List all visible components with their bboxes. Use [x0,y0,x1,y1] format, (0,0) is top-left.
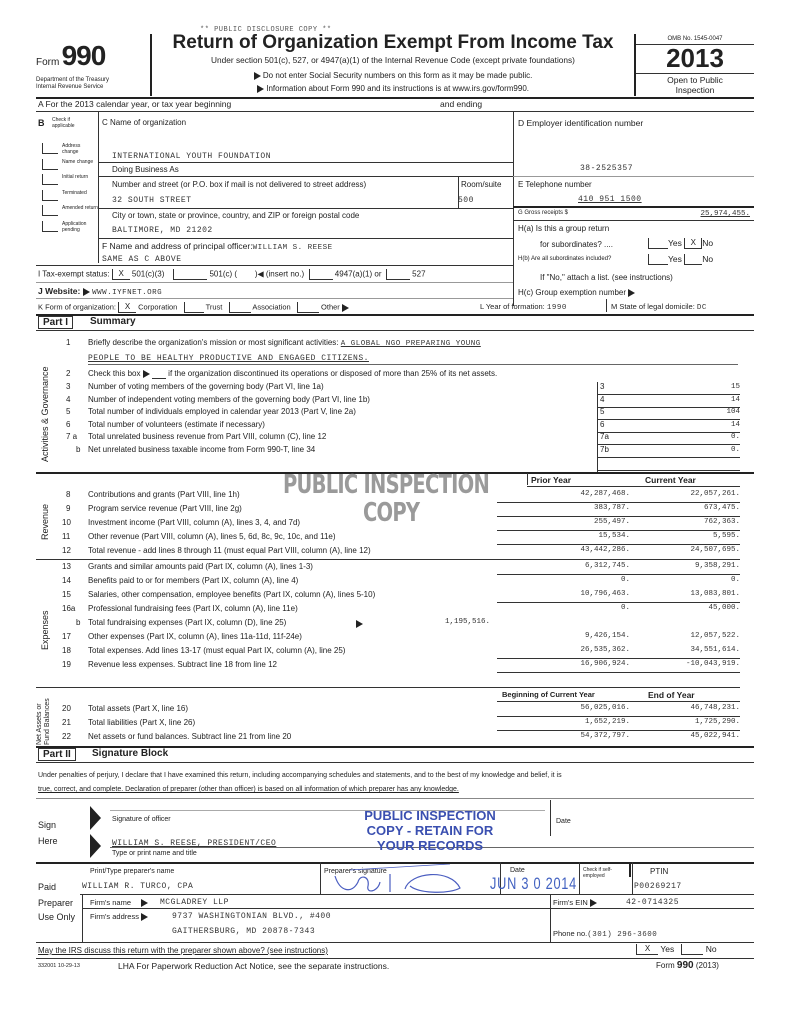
table-row: 7 a Total unrelated business revenue from Part VIII, column (C), line 12 7a 0. [66,432,740,441]
table-row: 10 Investment income (Part VIII, column (A), lines 3, 4, and 7d) 255,497. 762,363. [62,518,740,527]
preparer-label: Preparer [38,898,74,908]
discontinued-checkbox[interactable] [152,369,166,379]
subordinates-no-checkbox[interactable] [684,254,702,265]
firm-address-label: Firm's address [90,912,148,921]
arrow-icon [257,85,264,93]
sign-date-label: Date [556,818,571,825]
prior-year-header: Prior Year [531,475,572,485]
arrow-icon [83,288,90,296]
perjury-text-1: Under penalties of perjury, I declare that I have examined this return, including accompanying schedules and statements, and to the best of my knowledge and belief, it is [38,772,562,779]
public-inspection-stamp: PUBLIC INSPECTION [283,470,490,500]
checkbox-address-change[interactable]: Address change [42,143,58,159]
website-value[interactable]: WWW.IYFNET.ORG [92,289,163,297]
table-row: 19 Revenue less expenses. Subtract line 18 from line 12 16,906,924. -10,043,919. [62,660,740,669]
table-row: b Net unrelated business taxable income from Form 990-T, line 34 7b 0. [76,444,740,454]
form-number: 990 [61,40,106,71]
ein-label: D Employer identification number [518,118,644,128]
line-number: 1 [66,338,71,347]
tax-year: 2013 [666,43,724,73]
table-row: 13 Grants and similar amounts paid (Part IX, column (A), lines 1-3) 6,312,745. 9,358,291. [62,562,740,571]
trust-checkbox[interactable] [184,302,204,313]
sign-arrow-icon [90,806,101,830]
sign-label: Sign [38,820,57,830]
subordinates-label: H(b) Are all subordinates included? [518,256,612,262]
gross-receipts-value[interactable]: 25,974,455. [700,210,750,218]
preparer-name[interactable]: WILLIAM R. TURCO, CPA [82,882,194,891]
part1-label: Part I [38,316,73,329]
disclosure-banner: ** PUBLIC DISCLOSURE COPY ** [200,26,332,34]
here-label: Here [38,836,58,846]
table-row: 5 Total number of individuals employed in calendar year 2013 (Part V, line 2a) 5 104 [66,407,740,416]
arrow-icon [143,370,150,378]
irs: Internal Revenue Service [36,84,104,90]
line-number: 2 [66,369,71,378]
self-employed-checkbox[interactable] [611,863,631,877]
status-501c3-checkbox[interactable]: X [112,269,130,280]
table-row: 11 Other revenue (Part VIII, column (A), lines 5, 6d, 8c, 9c, 10c, and 11e) 15,534. 5,595. [62,532,740,541]
form-code: 332001 10-29-13 [38,963,80,969]
sign-arrow-icon [90,834,101,858]
attach-list-note: If "No," attach a list. (see instructions) [540,273,673,282]
group-return-yes-checkbox[interactable] [648,238,668,249]
officer-name-title[interactable]: WILLIAM S. REESE, PRESIDENT/CEO [112,839,277,848]
preparer-signature[interactable] [330,864,480,896]
group-return-options: Yes X No [648,238,713,249]
principal-officer-label: F Name and address of principal officer:WILLIAM S. REESE [102,241,333,252]
side-net-assets: Net Assets or Fund Balances [36,698,51,745]
subordinates-yes-checkbox[interactable] [648,254,668,265]
table-row: 9 Program service revenue (Part VIII, line 2g) 383,787. 673,475. [66,504,740,513]
checkbox-terminated[interactable]: Terminated [42,190,58,205]
ssn-notice: Do not enter Social Security numbers on this form as it may be made public. [152,71,634,80]
checkbox-name-change[interactable]: Name change [42,159,58,174]
table-row: 3 Number of voting members of the governing body (Part VI, line 1a) 3 15 [66,382,740,391]
mission-text-1[interactable]: A GLOBAL NGO PREPARING YOUNG [340,340,481,348]
discuss-no-checkbox[interactable] [681,944,703,955]
net-asset-lines [60,704,740,746]
date-stamp: JUN 3 0 2014 [490,874,577,893]
table-row: 17 Other expenses (Part IX, column (A), lines 11a-11d, 11f-24e) 9,426,154. 12,057,522. [62,632,740,641]
firm-ein-label: Firm's EIN [553,898,597,907]
principal-address[interactable]: SAME AS C ABOVE [102,255,182,264]
state-domicile: M State of legal domicile: DC [611,302,707,312]
street-address[interactable]: 32 SOUTH STREET [112,196,192,205]
form-word: Form [36,57,60,68]
discontinued-line: Check this box if the organization discontinued its operations or disposed of more than 25% of its net assets. [88,369,498,378]
and-ending: and ending [440,99,483,109]
side-revenue: Revenue [40,503,50,540]
association-checkbox[interactable] [229,302,251,313]
mission-text-2[interactable]: PEOPLE TO BE HEALTHY PRODUCTIVE AND ENGAGED CITIZENS. [88,354,369,363]
org-name[interactable]: INTERNATIONAL YOUTH FOUNDATION [112,152,272,161]
discuss-yes-checkbox[interactable]: X [636,944,658,955]
group-return-sub: for subordinates? .... [540,240,613,249]
preparer-name-label: Print/Type preparer's name [90,868,175,875]
open-to-public: Open to Public Inspection [667,75,723,95]
firm-address-1[interactable]: 9737 WASHINGTONIAN BLVD., #400 [172,912,332,921]
arrow-icon [254,72,261,80]
copy-stamp: COPY [363,498,420,528]
omb-number: OMB No. 1545-0047 [667,36,723,42]
table-row: 16a Professional fundraising fees (Part IX, column (A), line 11e) 0. 45,000. [62,604,740,613]
table-row: 20 Total assets (Part X, line 16) 56,025,016. 46,748,231. [62,704,740,713]
form-title: Return of Organization Exempt From Income Tax [172,32,614,53]
table-row: 4 Number of independent voting members of the governing body (Part VI, line 1b) 4 14 [66,394,740,404]
street-label: Number and street (or P.O. box if mail is not delivered to street address) [112,180,367,189]
group-exemption-label: H(c) Group exemption number [518,288,635,297]
firm-ein[interactable]: 42-0714325 [626,898,680,907]
table-row: 21 Total liabilities (Part X, line 26) 1,652,219. 1,725,290. [62,718,740,727]
section-b-checkboxes [42,143,98,237]
group-return-no-checkbox[interactable]: X [684,238,702,249]
corporation-checkbox[interactable]: X [118,302,136,313]
retain-records-stamp: PUBLIC INSPECTION COPY - RETAIN FOR YOUR RECORDS [364,808,496,853]
arrow-icon [141,913,148,921]
checkbox-amended-return[interactable]: Amended return [42,205,58,221]
firm-address-2[interactable]: GAITHERSBURG, MD 20878-7343 [172,927,316,936]
checkbox-application-pending[interactable]: Application pending [42,221,58,237]
checkbox-initial-return[interactable]: Initial return [42,174,58,190]
paid-label: Paid [38,882,57,892]
table-row: 15 Salaries, other compensation, employee benefits (Part IX, column (A), lines 5-10) 10,796,463. 13,083,801. [62,590,740,599]
ptin-label: PTIN [650,867,669,876]
side-activities-governance: Activities & Governance [40,366,50,462]
phone-label: E Telephone number [518,180,592,189]
irs-discuss-question: May the IRS discuss this return with the preparer shown above? (see instructions) [38,946,328,955]
form-subtitle: Under section 501(c), 527, or 4947(a)(1) of the Internal Revenue Code (except private foundations) [211,55,575,65]
part1-title: Summary [90,316,136,327]
ptin-value[interactable]: P00269217 [634,882,682,891]
year-formation: L Year of formation: 1990 [480,302,567,312]
lha-notice: LHA For Paperwork Reduction Act Notice, see the separate instructions. [118,961,390,971]
table-row: 22 Net assets or fund balances. Subtract line 21 from line 20 54,372,797. 45,022,941. [62,732,740,741]
tax-exempt-status: I Tax-exempt status: X 501(c)(3) 501(c) ( )◀ (insert no.) 4947(a)(1) or 527 [38,269,426,279]
table-row: b Total fundraising expenses (Part IX, column (D), line 25) 1,195,516. [76,618,490,627]
preparer-date-label: Date [510,867,525,874]
table-row: 14 Benefits paid to or for members (Part IX, column (A), line 4) 0. 0. [62,576,740,585]
subordinates-options: Yes No [648,254,713,265]
table-row: 18 Total expenses. Add lines 13-17 (must equal Part IX, column (A), line 25) 26,535,362. 34,551,614. [62,646,740,655]
table-row: 8 Contributions and grants (Part VIII, line 1h) 42,287,468. 22,057,261. [66,490,740,499]
side-expenses: Expenses [40,610,50,650]
city-state-zip[interactable]: BALTIMORE, MD 21202 [112,226,213,235]
status-4947-checkbox[interactable] [309,269,333,280]
perjury-text-2: true, correct, and complete. Declaration of preparer (other than officer) is based on all information of which preparer has any knowledge. [38,786,459,793]
room-suite[interactable]: 500 [458,196,474,205]
firm-name[interactable]: MCGLADREY LLP [160,898,229,907]
line-a: A For the 2013 calendar year, or tax year beginning [38,99,232,109]
firm-name-label: Firm's name [90,898,148,907]
form-id [36,40,105,72]
ein-value[interactable]: 38-2525357 [580,164,634,173]
arrow-icon [342,304,349,312]
current-year-header: Current Year [645,475,696,485]
arrow-icon [628,289,635,297]
name-of-org-label: C Name of organization [102,118,187,127]
department: Department of the Treasury [36,77,110,83]
dba-label: Doing Business As [112,165,179,174]
mission-label: Briefly describe the organization's mission or most significant activities: A GLOBAL NGO PREPARING YOUNG [88,338,481,348]
fundraising-total[interactable]: 1,195,516. [444,618,490,626]
arrow-icon [590,899,597,907]
table-row: 6 Total number of volunteers (estimate if necessary) 6 14 [66,419,740,429]
check-applicable: Check if applicable [52,117,75,129]
room-label: Room/suite [461,180,502,189]
phone-value[interactable]: 410 951 1500 [578,195,642,204]
part2-label: Part II [38,748,76,761]
arrow-icon [141,899,148,907]
self-employed-label: Check if self-employed [583,867,612,879]
preparer-signature-label: Preparer's signature [324,868,387,875]
end-year-header: End of Year [648,690,695,700]
website-line: J Website: WWW.IYFNET.ORG [38,286,163,297]
group-return-label: H(a) Is this a group return [518,224,610,233]
status-501c-checkbox[interactable] [173,269,207,280]
other-checkbox[interactable] [297,302,319,313]
footer-form-id: Form 990 (2013) [656,960,719,971]
use-only-label: Use Only [38,912,76,922]
city-label: City or town, state or province, country, and ZIP or foreign postal code [112,211,360,220]
name-title-label: Type or print name and title [112,850,197,857]
beginning-year-header: Beginning of Current Year [502,690,595,699]
status-527-checkbox[interactable] [386,269,410,280]
signature-officer-label: Signature of officer [112,816,171,823]
form-of-org: K Form of organization: X Corporation Trust Association Other [38,302,349,313]
gross-receipts-label: G Gross receipts $ [518,210,569,216]
firm-phone: Phone no.(301) 296-3600 [553,929,658,939]
part2-title: Signature Block [92,748,169,759]
section-b-label: B [38,118,45,128]
irs-discuss-options: X Yes No [636,944,717,955]
info-notice: Information about Form 990 and its instructions is at www.irs.gov/form990. [152,84,634,93]
table-row: 12 Total revenue - add lines 8 through 11 (must equal Part VIII, column (A), line 12) 43,442,286. 24,507,695. [62,546,740,555]
